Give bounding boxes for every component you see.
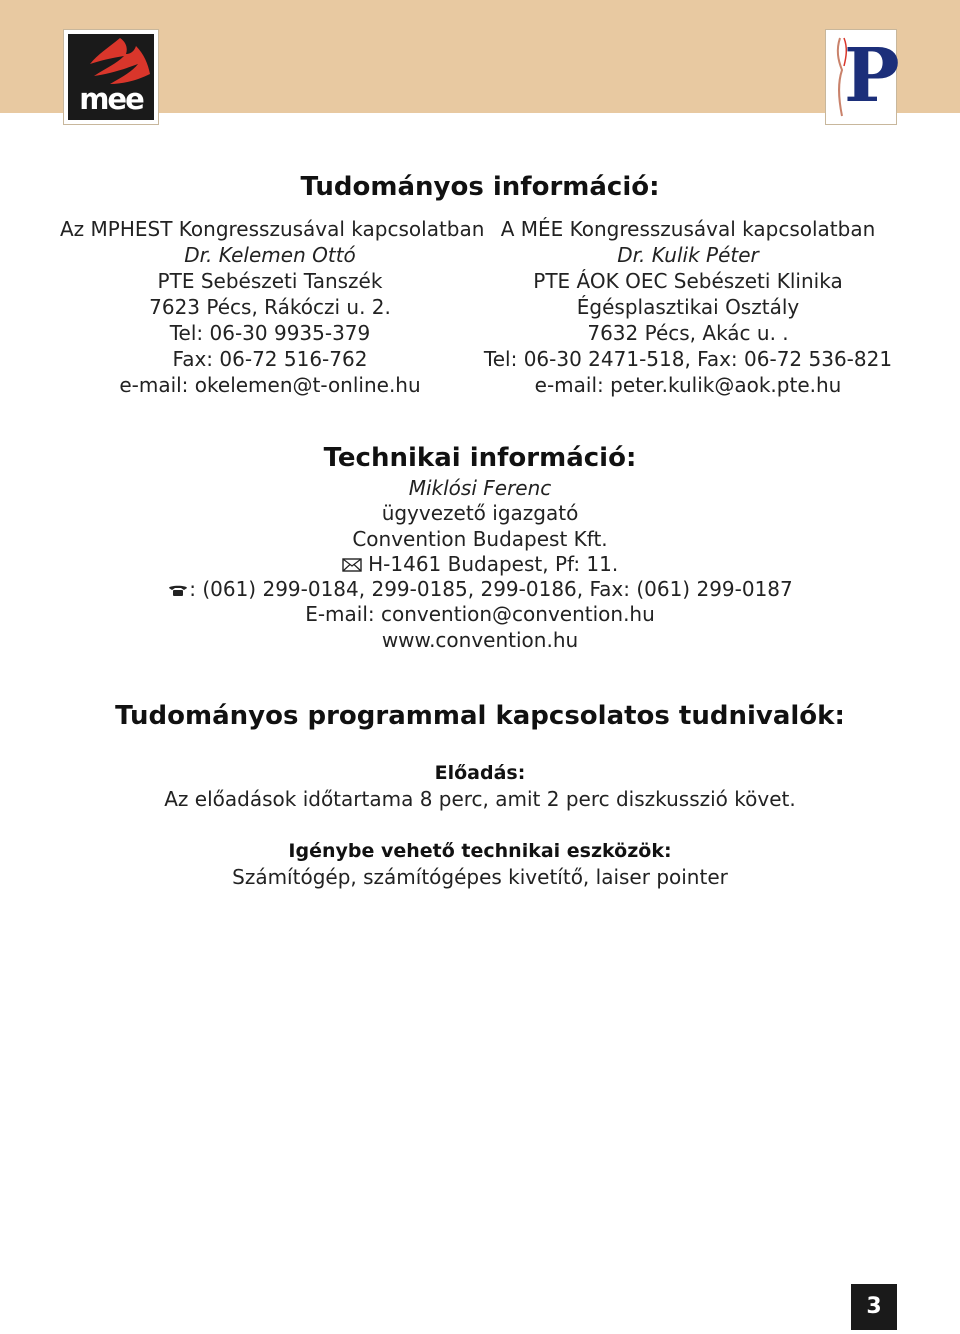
mee-intro: A MÉE Kongresszusával kapcsolatban [500, 217, 876, 241]
mee-dept: Égésplasztikai Osztály [576, 295, 800, 319]
technical-phone-line [0, 577, 960, 602]
mphest-contact-name: Dr. Kelemen Ottó [184, 243, 356, 267]
technical-phone: : (061) 299-0184, 299-0185, 299-0186, Fax: (061) 299-0187 [189, 577, 793, 602]
equipment-heading: Igénybe vehető technikai eszközök: [288, 840, 672, 862]
technical-contact-name: Miklósi Ferenc [408, 476, 552, 500]
envelope-icon [342, 552, 362, 577]
mphest-fax: Fax: 06-72 516-762 [172, 347, 368, 371]
mee-contact-name: Dr. Kulik Péter [617, 243, 759, 267]
mee-logo-text: mee [79, 82, 143, 116]
telephone-icon [167, 577, 189, 602]
technical-role: ügyvezető igazgató [381, 501, 579, 526]
mphest-tel: Tel: 06-30 9935-379 [169, 321, 371, 345]
technical-postal-line [0, 552, 960, 577]
lecture-heading: Előadás: [434, 762, 526, 784]
technical-info-title: Technikai információ: [323, 443, 637, 473]
mee-email[interactable]: e-mail: peter.kulik@aok.pte.hu [534, 373, 842, 397]
page-number: 3 [851, 1284, 897, 1330]
mee-contact [478, 216, 898, 398]
lecture-text: Az előadások időtartama 8 perc, amit 2 perc diszkusszió követ. [164, 787, 796, 811]
mee-org: PTE ÁOK OEC Sebészeti Klinika [533, 269, 843, 293]
program-title: Tudományos programmal kapcsolatos tudnivalók: [115, 701, 845, 731]
scientific-info-title: Tudományos információ: [300, 172, 660, 202]
mee-logo [64, 30, 158, 124]
technical-web[interactable]: www.convention.hu [381, 627, 579, 652]
technical-email[interactable]: E-mail: convention@convention.hu [305, 602, 655, 627]
technical-company: Convention Budapest Kft. [352, 526, 608, 551]
mee-telfax: Tel: 06-30 2471-518, Fax: 06-72 536-821 [483, 347, 893, 371]
pte-logo-letter: P [844, 33, 900, 119]
equipment-text: Számítógép, számítógépes kivetítő, laiser pointer [232, 865, 728, 889]
mphest-intro: Az MPHEST Kongresszusával kapcsolatban [60, 217, 485, 241]
technical-contact [0, 476, 960, 653]
mphest-org: PTE Sebészeti Tanszék [157, 269, 383, 293]
mphest-email[interactable]: e-mail: okelemen@t-online.hu [119, 373, 421, 397]
mee-address: 7632 Pécs, Akác u. . [587, 321, 789, 345]
pte-logo [826, 30, 900, 124]
technical-postal: H-1461 Budapest, Pf: 11. [368, 551, 619, 576]
mphest-contact [60, 216, 485, 398]
mphest-address: 7623 Pécs, Rákóczi u. 2. [149, 295, 391, 319]
